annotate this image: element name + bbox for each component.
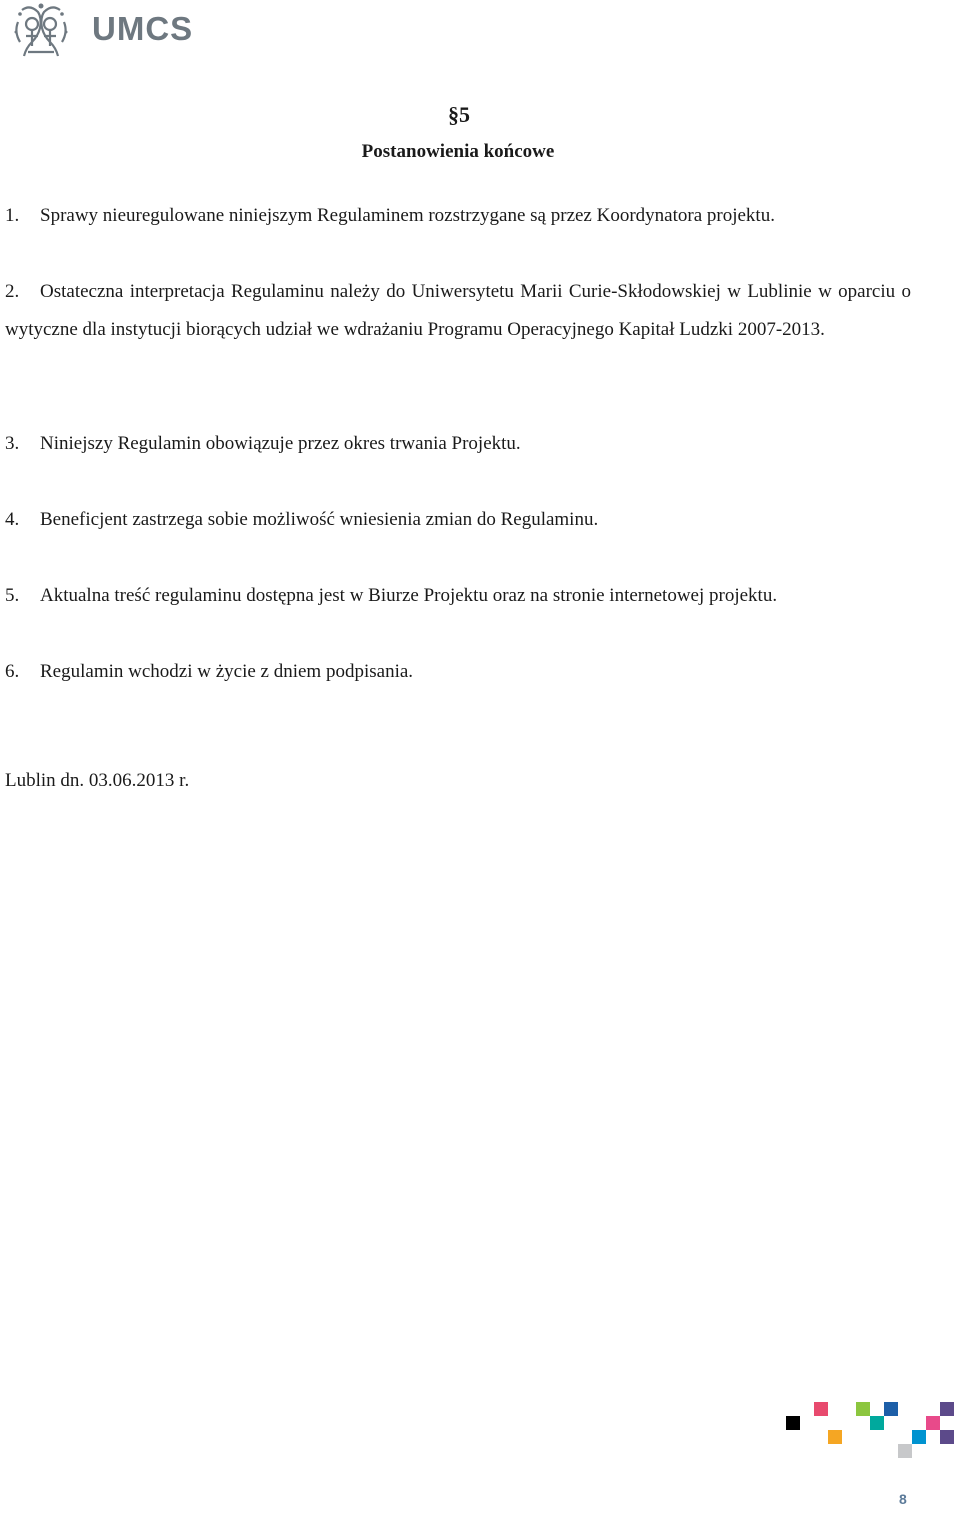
list-item-text: Ostateczna interpretacja Regulaminu należy do Uniwersytetu Marii Curie-Skłodowskiej w Lublinie w oparciu o wytyczne dla instytucji biorących udział we wdrażaniu Programu Operacyjnego Kapitał Ludzki 2007-2013.: [5, 281, 911, 340]
decorative-square: [940, 1430, 954, 1444]
umcs-logo: [12, 2, 194, 62]
page-number: 8: [899, 1491, 907, 1507]
decorative-squares: [780, 1398, 960, 1460]
decorative-square: [786, 1416, 800, 1430]
place-and-date: Lublin dn. 03.06.2013 r.: [5, 770, 190, 791]
list-item-text: Aktualna treść regulaminu dostępna jest w Biurze Projektu oraz na stronie internetowej projektu.: [40, 585, 778, 606]
decorative-square: [884, 1402, 898, 1416]
decorative-square: [926, 1416, 940, 1430]
list-item-text: Beneficjent zastrzega sobie możliwość wniesienia zmian do Regulaminu.: [40, 509, 599, 530]
logo-wordmark: UMCS: [92, 10, 194, 47]
decorative-square: [814, 1402, 828, 1416]
decorative-square: [856, 1402, 870, 1416]
list-item-number: 6.: [5, 661, 20, 682]
list-item-number: 5.: [5, 585, 20, 606]
list-item-3: [5, 425, 911, 463]
list-item-number: 1.: [5, 205, 20, 226]
umcs-crest-icon: [12, 2, 82, 60]
list-item-6: [5, 653, 911, 691]
decorative-square: [912, 1430, 926, 1444]
section-sign: §5: [448, 102, 470, 127]
decorative-square: [870, 1416, 884, 1430]
list-item-1: [5, 197, 911, 235]
list-item-text: Sprawy nieuregulowane niniejszym Regulaminem rozstrzygane są przez Koordynatora projektu.: [40, 205, 775, 226]
list-item-2: [5, 273, 911, 349]
list-item-number: 2.: [5, 281, 20, 302]
list-item-4: [5, 501, 911, 539]
list-item-text: Niniejszy Regulamin obowiązuje przez okres trwania Projektu.: [40, 433, 521, 454]
section-title: Postanowienia końcowe: [361, 141, 555, 162]
list-item-number: 4.: [5, 509, 20, 530]
list-item-number: 3.: [5, 433, 20, 454]
decorative-square: [940, 1402, 954, 1416]
list-item-text: Regulamin wchodzi w życie z dniem podpisania.: [40, 661, 414, 682]
list-item-5: [5, 577, 911, 615]
decorative-square: [828, 1430, 842, 1444]
decorative-square: [898, 1444, 912, 1458]
